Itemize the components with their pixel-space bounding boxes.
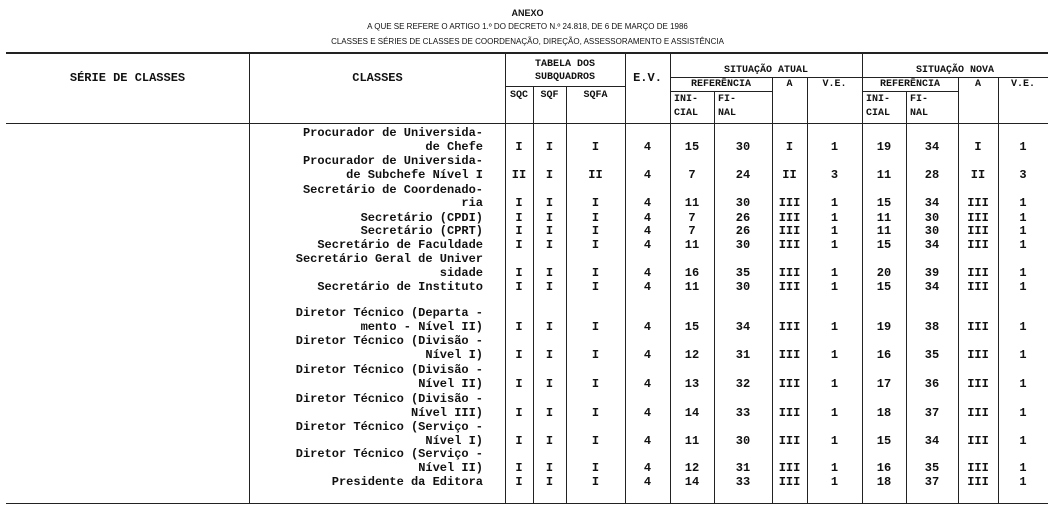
header-situacao-nova: SITUAÇÃO NOVA <box>915 65 994 76</box>
subquadros-rule <box>505 86 625 87</box>
col-rule-classes <box>249 52 250 503</box>
header-atual-inicial-1: INI- <box>674 94 699 105</box>
header-ev: E.V. <box>633 71 662 85</box>
cell-nve: 1 <box>1019 348 1027 362</box>
cell-na: III <box>967 224 989 238</box>
row-class-name: de Chefe <box>425 140 483 154</box>
header-nova-ve: V.E. <box>1010 79 1035 90</box>
cell-nf: 35 <box>924 348 940 362</box>
cell-na: III <box>967 461 989 475</box>
header-nova-referencia: REFERÊNCIA <box>879 79 940 90</box>
cell-sqf: I <box>545 320 554 334</box>
cell-sqf: I <box>545 406 554 420</box>
cell-ni: 19 <box>876 320 892 334</box>
cell-nve: 1 <box>1019 196 1027 210</box>
cell-nf: 38 <box>924 320 940 334</box>
cell-ev: 4 <box>643 461 652 475</box>
cell-af: 34 <box>735 320 751 334</box>
cell-nf: 34 <box>924 434 940 448</box>
row-class-name: Secretário de Coordenado- <box>302 183 483 197</box>
cell-sqc: I <box>515 475 523 489</box>
doc-title: ANEXO <box>511 8 544 18</box>
cell-na: III <box>967 406 989 420</box>
cell-na: II <box>970 168 986 182</box>
cell-ai: 15 <box>684 140 700 154</box>
cell-af: 33 <box>735 406 751 420</box>
cell-sqc: II <box>511 168 527 182</box>
cell-sqc: I <box>515 266 523 280</box>
cell-ev: 4 <box>643 320 652 334</box>
cell-nf: 37 <box>924 475 940 489</box>
cell-ave: 1 <box>830 406 839 420</box>
cell-af: 35 <box>735 266 751 280</box>
cell-ai: 7 <box>688 168 696 182</box>
cell-sqf: I <box>545 461 554 475</box>
row-class-name: Secretário Geral de Univer <box>295 252 483 266</box>
cell-aa: III <box>778 196 801 210</box>
cell-sqfa: I <box>591 196 600 210</box>
cell-aa: I <box>785 140 794 154</box>
row-class-name: Secretário (CPDI) <box>360 211 483 225</box>
header-sqc: SQC <box>509 90 528 101</box>
row-class-name: ria <box>461 196 483 210</box>
cell-na: III <box>967 238 989 252</box>
cell-sqf: I <box>545 140 554 154</box>
header-atual-ve: V.E. <box>822 79 847 90</box>
header-nova-inicial-1: INI- <box>866 94 891 105</box>
cell-sqc: I <box>515 434 523 448</box>
cell-nve: 1 <box>1019 140 1027 154</box>
row-class-name: Nível III) <box>410 406 483 420</box>
cell-ai: 14 <box>684 475 700 489</box>
cell-af: 30 <box>735 280 751 294</box>
row-class-name: sidade <box>439 266 483 280</box>
cell-sqf: I <box>545 196 554 210</box>
cell-nf: 34 <box>924 280 940 294</box>
cell-aa: III <box>778 434 801 448</box>
row-class-name: Nível I) <box>425 348 483 362</box>
cell-ev: 4 <box>643 238 652 252</box>
table-top-rule <box>6 52 1048 54</box>
row-class-name: de Subchefe Nível I <box>346 168 483 182</box>
cell-sqfa: I <box>591 280 600 294</box>
nova-ref-rule <box>862 91 958 92</box>
cell-nve: 1 <box>1019 238 1027 252</box>
cell-ai: 13 <box>684 377 700 391</box>
cell-ni: 17 <box>876 377 892 391</box>
header-tabela-1: TABELA DOS <box>534 59 595 70</box>
cell-sqfa: I <box>591 211 600 225</box>
cell-af: 26 <box>735 224 751 238</box>
cell-aa: III <box>778 475 801 489</box>
cell-ni: 11 <box>876 168 892 182</box>
cell-ni: 16 <box>876 348 892 362</box>
header-atual-final-2: NAL <box>718 108 737 119</box>
cell-nf: 30 <box>924 224 940 238</box>
cell-ave: 1 <box>830 475 839 489</box>
cell-sqc: I <box>515 320 523 334</box>
cell-na: III <box>967 266 989 280</box>
header-sqf: SQF <box>540 90 559 101</box>
table-bottom-rule <box>6 503 1048 504</box>
row-class-name: Secretário de Faculdade <box>317 238 483 252</box>
cell-sqc: I <box>515 140 523 154</box>
row-class-name: Procurador de Universida- <box>302 154 483 168</box>
row-class-name: Diretor Técnico (Divisão - <box>295 392 483 406</box>
cell-sqfa: I <box>591 238 600 252</box>
cell-sqf: I <box>545 434 554 448</box>
header-atual-referencia: REFERÊNCIA <box>690 79 751 90</box>
cell-sqf: I <box>545 224 554 238</box>
doc-subtitle: A QUE SE REFERE O ARTIGO 1.º DO DECRETO N.º 24.818, DE 6 DE MARÇO DE 1986 <box>367 22 688 31</box>
cell-nf: 37 <box>924 406 940 420</box>
cell-sqc: I <box>515 196 523 210</box>
cell-af: 24 <box>735 168 751 182</box>
cell-sqc: I <box>515 211 523 225</box>
row-class-name: mento - Nível II) <box>360 320 483 334</box>
cell-nve: 1 <box>1019 280 1027 294</box>
header-nova-a: A <box>974 79 981 90</box>
cell-ai: 7 <box>688 224 696 238</box>
row-class-name: Nível I) <box>425 434 483 448</box>
cell-sqc: I <box>515 224 523 238</box>
cell-ave: 1 <box>830 280 839 294</box>
cell-nve: 1 <box>1019 320 1027 334</box>
header-sqfa: SQFA <box>583 90 608 101</box>
cell-nf: 39 <box>924 266 940 280</box>
header-nova-final-2: NAL <box>910 108 929 119</box>
cell-ai: 12 <box>684 348 700 362</box>
cell-sqc: I <box>515 406 523 420</box>
cell-sqfa: I <box>591 377 600 391</box>
cell-na: III <box>967 377 989 391</box>
cell-nf: 28 <box>924 168 940 182</box>
cell-af: 26 <box>735 211 751 225</box>
cell-ai: 11 <box>684 196 700 210</box>
header-bottom-rule <box>6 123 1048 124</box>
cell-na: I <box>974 140 982 154</box>
cell-ai: 15 <box>684 320 700 334</box>
cell-sqf: I <box>545 280 554 294</box>
cell-af: 33 <box>735 475 751 489</box>
cell-ave: 1 <box>830 434 839 448</box>
header-serie: SÉRIE DE CLASSES <box>69 71 186 85</box>
cell-ave: 1 <box>830 211 839 225</box>
row-class-name: Diretor Técnico (Serviço - <box>295 447 483 461</box>
row-class-name: Nível II) <box>418 461 483 475</box>
atual-ref-rule <box>670 91 772 92</box>
header-atual-final-1: FI- <box>718 94 737 105</box>
cell-sqfa: I <box>591 461 600 475</box>
cell-nf: 35 <box>924 461 940 475</box>
cell-ave: 1 <box>830 224 839 238</box>
cell-af: 30 <box>735 196 751 210</box>
cell-na: III <box>967 434 989 448</box>
cell-sqfa: I <box>591 406 600 420</box>
cell-nve: 1 <box>1019 211 1027 225</box>
cell-ni: 19 <box>876 140 892 154</box>
nova-rule <box>862 77 1048 78</box>
cell-ave: 1 <box>830 320 839 334</box>
cell-aa: III <box>778 406 801 420</box>
cell-ev: 4 <box>643 348 652 362</box>
cell-ev: 4 <box>643 140 652 154</box>
cell-nve: 1 <box>1019 377 1027 391</box>
cell-aa: III <box>778 320 801 334</box>
cell-ev: 4 <box>643 211 652 225</box>
cell-af: 32 <box>735 377 751 391</box>
cell-aa: III <box>778 461 801 475</box>
cell-ave: 1 <box>830 266 839 280</box>
cell-sqc: I <box>515 461 523 475</box>
cell-ave: 3 <box>830 168 839 182</box>
cell-nve: 3 <box>1019 168 1027 182</box>
cell-na: III <box>967 280 989 294</box>
cell-sqc: I <box>515 348 523 362</box>
cell-af: 30 <box>735 434 751 448</box>
cell-ev: 4 <box>643 475 652 489</box>
cell-nve: 1 <box>1019 434 1027 448</box>
cell-nve: 1 <box>1019 475 1027 489</box>
cell-nve: 1 <box>1019 266 1027 280</box>
cell-sqfa: I <box>591 434 600 448</box>
cell-sqfa: I <box>591 266 600 280</box>
cell-nf: 34 <box>924 196 940 210</box>
cell-sqf: I <box>545 168 554 182</box>
cell-sqfa: I <box>591 475 600 489</box>
row-class-name: Secretário de Instituto <box>317 280 483 294</box>
row-class-name: Procurador de Universida- <box>302 126 483 140</box>
cell-ai: 11 <box>684 238 700 252</box>
cell-ave: 1 <box>830 348 839 362</box>
cell-na: III <box>967 196 989 210</box>
cell-af: 31 <box>735 461 751 475</box>
cell-ni: 15 <box>876 238 892 252</box>
row-class-name: Diretor Técnico (Divisão - <box>295 363 483 377</box>
cell-ev: 4 <box>643 168 652 182</box>
atual-rule <box>670 77 862 78</box>
row-class-name: Nível II) <box>418 377 483 391</box>
cell-nf: 34 <box>924 140 940 154</box>
cell-ai: 7 <box>688 211 696 225</box>
cell-ave: 1 <box>830 196 839 210</box>
cell-ave: 1 <box>830 461 839 475</box>
header-classes: CLASSES <box>352 71 403 85</box>
cell-sqfa: I <box>591 320 600 334</box>
cell-ni: 15 <box>876 196 892 210</box>
cell-nf: 30 <box>924 211 940 225</box>
cell-sqf: I <box>545 348 554 362</box>
cell-nf: 34 <box>924 238 940 252</box>
header-nova-inicial-2: CIAL <box>866 108 891 119</box>
cell-ai: 14 <box>684 406 700 420</box>
cell-aa: III <box>778 224 801 238</box>
cell-sqfa: II <box>588 168 603 182</box>
cell-ev: 4 <box>643 224 652 238</box>
cell-sqc: I <box>515 377 523 391</box>
cell-sqf: I <box>545 266 554 280</box>
cell-ai: 11 <box>684 434 700 448</box>
cell-sqc: I <box>515 280 523 294</box>
cell-ni: 20 <box>876 266 892 280</box>
cell-ev: 4 <box>643 266 652 280</box>
cell-ni: 11 <box>876 211 892 225</box>
cell-aa: III <box>778 211 801 225</box>
cell-ave: 1 <box>830 140 839 154</box>
cell-ni: 18 <box>876 406 892 420</box>
header-atual-inicial-2: CIAL <box>674 108 699 119</box>
cell-af: 31 <box>735 348 751 362</box>
cell-nf: 36 <box>924 377 940 391</box>
row-class-name: Diretor Técnico (Divisão - <box>295 334 483 348</box>
doc-subtitle-2: CLASSES E SÉRIES DE CLASSES DE COORDENAÇÃO, DIREÇÃO, ASSESSORAMENTO E ASSISTÊNCIA <box>331 37 724 46</box>
cell-ev: 4 <box>643 406 652 420</box>
row-class-name: Secretário (CPRT) <box>360 224 483 238</box>
cell-ev: 4 <box>643 434 652 448</box>
cell-ai: 11 <box>684 280 700 294</box>
cell-sqf: I <box>545 377 554 391</box>
cell-ni: 18 <box>876 475 892 489</box>
cell-na: III <box>967 211 989 225</box>
cell-ave: 1 <box>830 238 839 252</box>
cell-aa: III <box>778 238 801 252</box>
cell-af: 30 <box>735 140 751 154</box>
cell-sqfa: I <box>591 348 600 362</box>
cell-sqf: I <box>545 238 554 252</box>
cell-sqf: I <box>545 211 554 225</box>
row-class-name: Diretor Técnico (Departa - <box>295 306 483 320</box>
row-class-name: Diretor Técnico (Serviço - <box>295 420 483 434</box>
header-tabela-2: SUBQUADROS <box>534 72 595 83</box>
cell-ai: 16 <box>684 266 700 280</box>
header-situacao-atual: SITUAÇÃO ATUAL <box>723 65 808 76</box>
cell-ev: 4 <box>643 280 652 294</box>
cell-na: III <box>967 348 989 362</box>
cell-aa: III <box>778 348 801 362</box>
cell-ev: 4 <box>643 377 652 391</box>
row-class-name: Presidente da Editora <box>331 475 483 489</box>
cell-nve: 1 <box>1019 406 1027 420</box>
cell-af: 30 <box>735 238 751 252</box>
cell-ni: 11 <box>876 224 892 238</box>
cell-ni: 15 <box>876 280 892 294</box>
cell-aa: II <box>782 168 797 182</box>
header-nova-final-1: FI- <box>910 94 929 105</box>
cell-sqf: I <box>545 475 554 489</box>
cell-sqfa: I <box>591 224 600 238</box>
cell-nve: 1 <box>1019 224 1027 238</box>
cell-ave: 1 <box>830 377 839 391</box>
cell-aa: III <box>778 266 801 280</box>
cell-na: III <box>967 475 989 489</box>
cell-aa: III <box>778 280 801 294</box>
cell-ev: 4 <box>643 196 652 210</box>
header-atual-a: A <box>786 79 793 90</box>
cell-nve: 1 <box>1019 461 1027 475</box>
cell-na: III <box>967 320 989 334</box>
cell-ai: 12 <box>684 461 700 475</box>
cell-ni: 16 <box>876 461 892 475</box>
cell-aa: III <box>778 377 801 391</box>
cell-sqfa: I <box>591 140 600 154</box>
cell-ni: 15 <box>876 434 892 448</box>
cell-sqc: I <box>515 238 523 252</box>
